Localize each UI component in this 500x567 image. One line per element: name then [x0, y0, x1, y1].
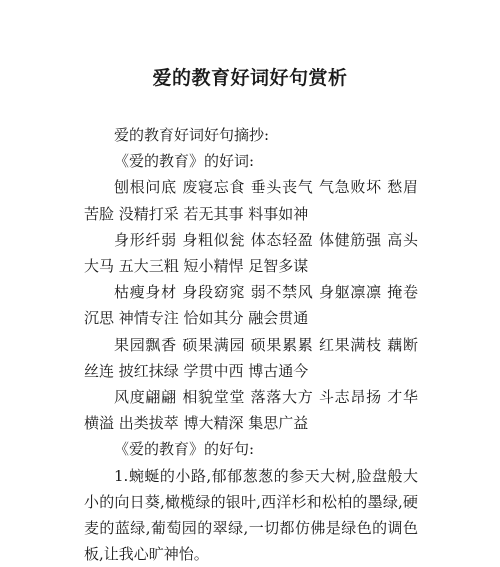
section-heading-words: 《爱的教育》的好词: — [114, 152, 255, 171]
word-group-paragraph: 刨根问底 废寝忘食 垂头丧气 气急败坏 愁眉苦脸 没精打采 若无其事 料事如神 — [84, 178, 418, 223]
section-heading-sentences: 《爱的教育》的好句: — [114, 440, 255, 459]
word-group-paragraph: 枯瘦身材 身段窈窕 弱不禁风 身躯凛凛 掩卷沉思 神情专注 恰如其分 融会贯通 — [84, 283, 418, 328]
document-title: 爱的教育好词好句赏析 — [152, 67, 348, 89]
word-group-paragraph: 身形纤弱 身粗似瓮 体态轻盈 体健筋强 高头大马 五大三粗 短小精悍 足智多谋 — [84, 230, 418, 276]
sentence-paragraph: 1.蜿蜒的小路,郁郁葱葱的参天大树,脸盘般大小的向日葵,橄榄绿的银叶,西洋杉和松柏的墨绿,硬麦的蓝绿,葡萄园的翠绿,一切都仿佛是绿色的调色板,让我心旷神怡。 — [84, 466, 418, 564]
document-body — [84, 122, 418, 567]
word-group-paragraph: 风度翩翩 相貌堂堂 落落大方 斗志昂扬 才华横溢 出类拔萃 博大精深 集思广益 — [84, 388, 418, 433]
word-group-paragraph: 果园飘香 硕果满园 硕果累累 红果满枝 藕断丝连 披红抹绿 学贯中西 博古通今 — [84, 335, 418, 380]
intro-line: 爱的教育好词好句摘抄: — [114, 126, 270, 144]
